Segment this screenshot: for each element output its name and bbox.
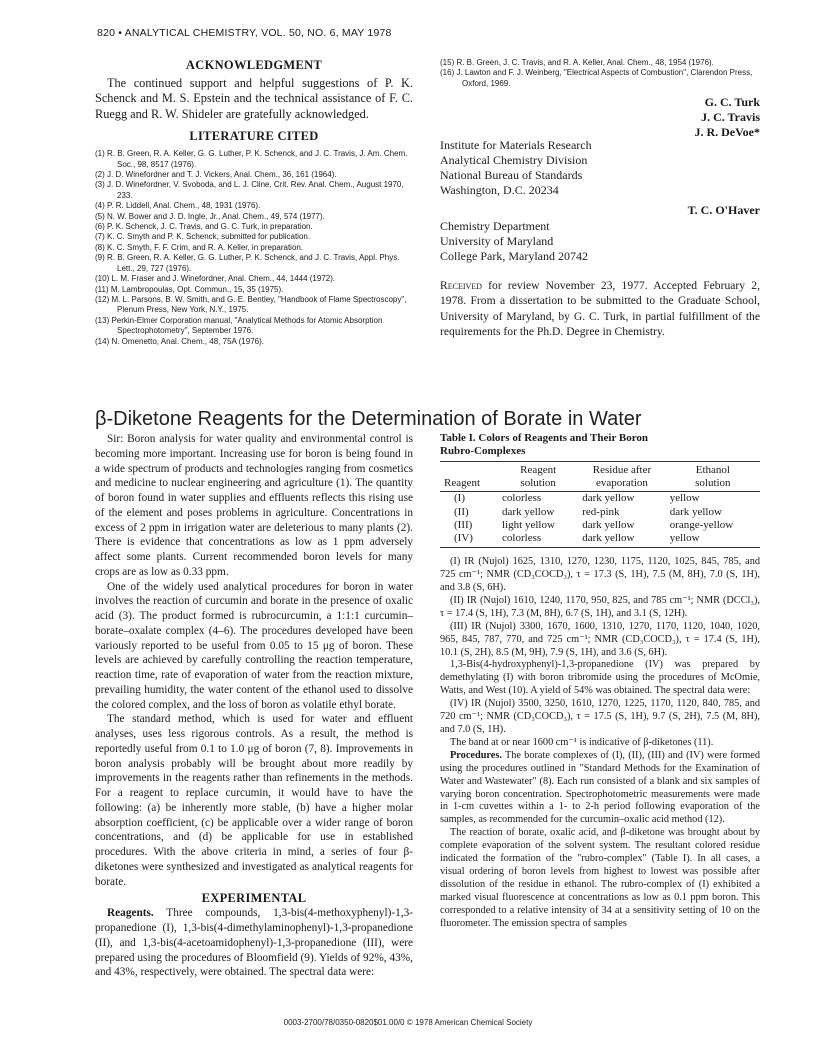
table-cell: (IV)	[454, 532, 473, 545]
reference-item: (5) N. W. Bower and J. D. Ingle, Jr., Anal. Chem., 49, 574 (1977).	[95, 211, 325, 221]
author-name: J. C. Travis	[701, 110, 760, 125]
table-header	[440, 464, 498, 477]
affiliation-line: University of Maryland	[440, 234, 554, 249]
affiliation-line: National Bureau of Standards	[440, 168, 583, 183]
table-cell: (I)	[454, 492, 465, 505]
body-paragraph: One of the widely used analytical procedures for boron in water involves the reaction of curcumin and borate in the presence of oxalic acid (3). The product formed is rubrocurcumin, a 1:1:1 curcumin–borate–oxalate complex (4–6). The procedures developed have been variously reported to be useful from 0.05 to 15 μg of boron. These levels are achieved by carefully controlling the reaction temperature, reaction time, rate of evaporation of water from the reaction mixture, prevailing humidity, the water content of the ethanol used to dissolve the colored complex, and the loss of boron as volatile ethyl borate.	[95, 580, 413, 711]
table-cell: colorless	[502, 532, 542, 545]
affiliation-2	[440, 219, 760, 264]
reference-item: (16) J. Lawton and F. J. Weinberg, "Electrical Aspects of Combustion", Clarendon Press, Oxford, 1969.	[440, 68, 753, 88]
reference-list-continued	[440, 58, 760, 89]
table-header-row	[440, 464, 760, 477]
affiliation-line: Chemistry Department	[440, 219, 550, 234]
procedures-label: Procedures.	[450, 749, 502, 761]
color-table	[440, 464, 760, 545]
table-cell: dark yellow	[502, 505, 555, 518]
ack-text: The continued support and helpful suggestions of P. K. Schenck and M. S. Epstein and the technical assistance of F. C. Ruegg and R. W. Shideler are gratefully acknowledged.	[95, 76, 413, 121]
table-row	[440, 506, 760, 519]
procedures-paragraph	[440, 750, 760, 827]
table-header-row	[440, 477, 760, 490]
spectral-data: (III) IR (Nujol) 3300, 1670, 1600, 1310, 1270, 1170, 1120, 1040, 1020, 965, 845, 787, 770, and 725 cm⁻¹; NMR (CD₃COCD₃), τ = 17.4 (S, 1H), 10.1 (S, 2H), 8.5 (M, 9H), 7.9 (S, 1H), and 3.6 (S, 6H).	[440, 620, 760, 658]
ack-heading: ACKNOWLEDGMENT	[185, 58, 323, 72]
reference-item: (1) R. B. Green, R. A. Keller, G. G. Luther, P. K. Schenck, and J. C. Travis, J. Am. Chem. Soc., 98, 8517 (1976).	[95, 149, 408, 169]
table-header: solution	[695, 477, 731, 490]
table-cell: (III)	[454, 518, 473, 531]
author-name: J. R. DeVoe*	[694, 125, 760, 140]
reagents-paragraph	[95, 906, 413, 980]
body-paragraph: Sir: Boron analysis for water quality and environmental control is becoming more important. Increasing use for boron is being found in a wide spectrum of products and technologies ranging from cosmetics and medicine to nuclear engineering and agriculture (1). The quantity of boron found in water supplies and effluents reflects this rising use of the element and poses problems in agriculture. Concentrations in excess of 2 ppm in irrigation water are deleterious to many plants (2). There is evidence that concentrations as low as 1 ppm adversely affect some plants. Current recommended boron levels for many crops are as low as 0.33 ppm.	[95, 433, 413, 578]
reference-item: (7) K. C. Smyth and P. K. Schenck, submitted for publication.	[95, 232, 311, 242]
reference-item: (8) K. C. Smyth, F. F. Crim, and R. A. Keller, in preparation.	[95, 242, 304, 252]
procedures-text: The borate complexes of (I), (II), (III) and (IV) were formed using the procedures outlined in "Standard Methods for the Examination of Water and Wastewater" (8). Each run consisted of a blank and six samples of varying boron concentration. Spectrophotometric measurements were made in 1-cm cuvettes within a 1- to 2-h period following evaporation of the samples, as recommended for the curcumin–oxalic acid method (12).	[440, 749, 760, 826]
spectral-data: (I) IR (Nujol) 1625, 1310, 1270, 1230, 1175, 1120, 1025, 845, 785, and 725 cm⁻¹; NMR (CD₃COCD₃), τ = 17.3 (S, 1H), 7.5 (M, 8H), 7.0 (S, 1H), and 3.8 (S, 6H).	[440, 556, 760, 594]
reference-item: (13) Perkin-Elmer Corporation manual, "Analytical Methods for Atomic Absorption Spectrophotometry", September 1976.	[95, 315, 383, 336]
reference-item: (12) M. L. Parsons, B. W. Smith, and G. E. Bentley, "Handbook of Flame Spectroscopy", Plenum Press, New York, N.Y., 1975.	[95, 294, 407, 315]
affiliation-line: Institute for Materials Research	[440, 138, 592, 153]
reference-item: (9) R. B. Green, R. A. Keller, G. G. Luther, P. K. Schenck, and J. C. Travis, Appl. Phys. Lett., 29, 727 (1976).	[95, 253, 400, 273]
table-cell: (II)	[454, 505, 469, 518]
table-rule	[440, 461, 760, 462]
right-top-column	[440, 58, 760, 339]
reference-item: (11) M. Lambropoulas, Opt. Commun., 15, 35 (1975).	[95, 284, 284, 294]
page-footer: 0003-2700/78/0350-0820$01.00/0 © 1978 American Chemical Society	[283, 1018, 533, 1027]
table-caption: Table I. Colors of Reagents and Their Boron Rubro-Complexes	[440, 432, 649, 457]
affiliation-line: College Park, Maryland 20742	[440, 249, 588, 264]
article-title: β-Diketone Reagents for the Determination of Borate in Water	[95, 408, 642, 430]
left-main-column	[95, 432, 413, 980]
reference-item: (14) N. Omenetto, Anal. Chem., 48, 75A (1976).	[95, 336, 264, 346]
final-paragraph: The reaction of borate, oxalic acid, and β-diketone was brought about by complete evaporation of the solvent system. The resultant colored residue indicated the formation of the "rubro-complex" (Table I). In all cases, a visual ordering of boron levels from highest to lowest was possible after dissolution of the residue in ethanol. The rubro-complex of (I) exhibited a marked visual fluorescence at concentrations as low as 0.1 ppm boron. This corresponded to a relative intensity of 34 at a sensitivity setting of 10 on the fluorometer. The emission spectra of samples	[440, 827, 760, 929]
reference-list	[95, 149, 413, 347]
table-cell: orange-yellow	[669, 518, 734, 531]
table-cell: dark yellow	[582, 518, 635, 531]
reagents-label: Reagents.	[107, 907, 154, 920]
received-note	[440, 278, 760, 339]
table-cell: yellow	[669, 492, 700, 505]
right-main-column	[440, 432, 760, 931]
table-cell: red-pink	[582, 505, 620, 518]
table-row	[440, 519, 760, 532]
table-header: Residue after	[592, 464, 652, 476]
affiliation-line: Analytical Chemistry Division	[440, 153, 588, 168]
spectral-data: 1,3-Bis(4-hydroxyphenyl)-1,3-propanedione (IV) was prepared by demethylating (I) with boron tribromide using the procedures of McOmie, Watts, and West (10). A yield of 54% was obtained. The spectral data were:	[440, 659, 760, 697]
lit-heading: LITERATURE CITED	[189, 129, 319, 144]
table-row	[440, 532, 760, 545]
table-cell: dark yellow	[582, 532, 635, 545]
table-header: Reagent	[444, 477, 481, 490]
running-head: 820 • ANALYTICAL CHEMISTRY, VOL. 50, NO. 6, MAY 1978	[97, 27, 392, 39]
body-paragraph: The standard method, which is used for water and effluent analyses, uses less rigorous controls. As a result, the method is reportedly useful from 0.1 to 1.0 μg of boron (7, 8). Improvements in boron analysis probably will be brought about more readily by improvements in the reagents rather than refinements in the methods. For a reagent to replace curcumin, it would have to have the following: (a) be inherently more stable, (b) have a higher molar absorption coefficient, (c) be applicable over a wider range of boron concentrations, and (d) be applicable for use in established procedures. With the above criteria in mind, a series of four β-diketones were synthesized and investigated as analytical reagents for borate.	[95, 713, 413, 888]
table-cell: dark yellow	[582, 492, 635, 505]
reference-item: (6) P. K. Schenck, J. C. Travis, and G. C. Turk, in preparation.	[95, 222, 313, 232]
spectral-data: (IV) IR (Nujol) 3500, 3250, 1610, 1270, 1225, 1170, 1120, 840, 785, and 720 cm⁻¹; NMR (CD₃COCD₃), τ = 17.5 (S, 1H), 9.7 (S, 2H), 7.5 (M, 8H), and 7.0 (S, 1H).	[440, 698, 760, 735]
affiliation-line: Washington, D.C. 20234	[440, 183, 559, 198]
table-cell: colorless	[502, 492, 542, 505]
reagents-text: Three compounds, 1,3-bis(4-methoxyphenyl)-1,3-propanedione (I), 1,3-bis(4-dimethylaminophenyl)-1,3-propanedione (II), and 1,3-bis(4-acetoamidophenyl)-1,3-propanedione (III), were prepared using the procedures of Bloomfield (9). Yields of 92%, 43%, and 43%, respectively, were obtained. The spectral data were:	[95, 907, 413, 979]
table-header: Ethanol	[695, 464, 730, 476]
spectral-data: (II) IR (Nujol) 1610, 1240, 1170, 950, 825, and 785 cm⁻¹; NMR (DCCl₃), τ = 17.4 (S, 1H), 7.3 (M, 8H), 6.7 (S, 1H), and 3.1 (S, 12H).	[440, 594, 760, 619]
table-header: solution	[520, 477, 556, 490]
reference-item: (10) L. M. Fraser and J. Winefordner, Anal. Chem., 44, 1444 (1972).	[95, 274, 336, 284]
reference-item: (4) P. R. Liddell, Anal. Chem., 48, 1931 (1976).	[95, 201, 261, 211]
table-header: Reagent	[520, 464, 557, 476]
left-top-column	[95, 58, 413, 347]
table-cell: dark yellow	[669, 505, 722, 518]
table-cell: light yellow	[502, 518, 555, 531]
table-row	[440, 492, 760, 505]
author-name-2: T. C. O'Haver	[687, 203, 760, 218]
table-header: evaporation	[596, 477, 648, 490]
reference-item: (15) R. B. Green, J. C. Travis, and R. A. Keller, Anal. Chem., 48, 1954 (1976).	[440, 58, 714, 67]
spectral-data: The band at or near 1600 cm⁻¹ is indicative of β-diketones (11).	[450, 736, 714, 748]
received-label: Received	[440, 279, 482, 293]
experimental-heading: EXPERIMENTAL	[201, 891, 307, 906]
table-cell: yellow	[669, 532, 700, 545]
reference-item: (3) J. D. Winefordner, V. Svoboda, and L. J. Cline, Crit. Rev. Anal. Chem., August 1970, 233.	[95, 180, 404, 200]
table-rule	[440, 547, 760, 548]
received-text: for review November 23, 1977. Accepted February 2, 1978. From a dissertation to be submitted to the Graduate School, University of Maryland, by G. C. Turk, in partial fulfillment of the requirements for the Ph.D. Degree in Chemistry.	[440, 279, 760, 338]
author-block	[440, 95, 760, 140]
reference-item: (2) J. D. Winefordner and T. J. Vickers, Anal. Chem., 36, 161 (1964).	[95, 170, 337, 180]
affiliation-1	[440, 138, 760, 198]
author-name: G. C. Turk	[704, 95, 760, 110]
